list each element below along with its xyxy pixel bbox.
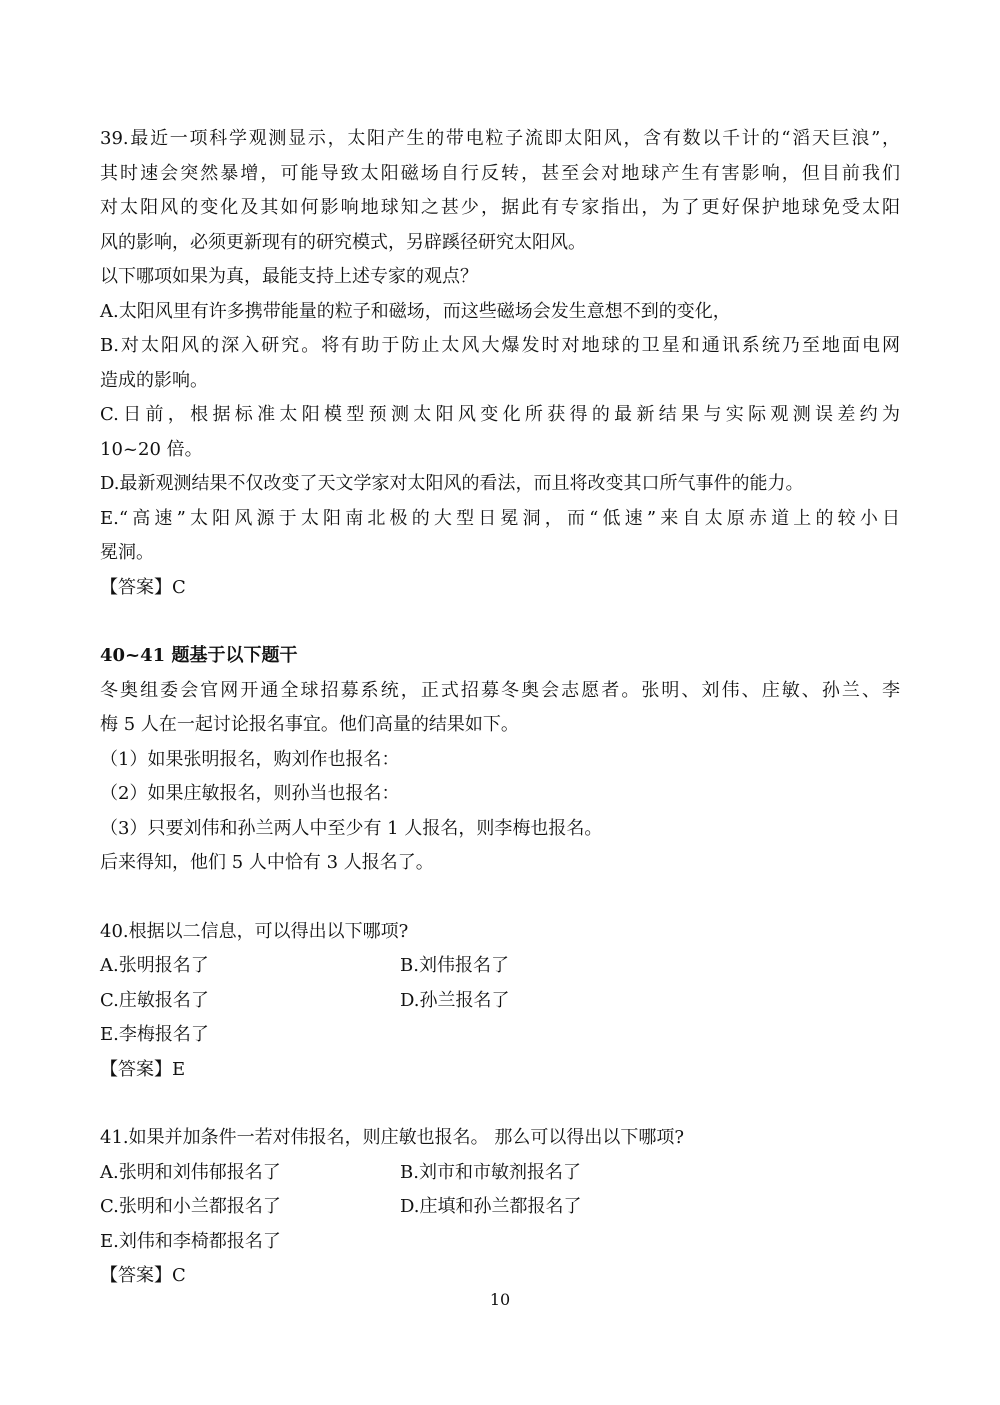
- q40-option-e: E.李梅报名了: [100, 1024, 209, 1045]
- q41-option-a: A.张明和刘伟郁报名了: [100, 1161, 281, 1183]
- q41-option-b: B.刘市和市敏剂报名了: [400, 1161, 581, 1183]
- q41-question: 41.如果并加条件一若对伟报名，则庄敏也报名。 那么可以得出以下哪项?: [100, 1127, 684, 1148]
- stem-conclusion: 后来得知，他们 5 人中恰有 3 人报名了。: [100, 852, 434, 873]
- q40-options-row: [100, 984, 900, 1019]
- question-41: [100, 1121, 900, 1294]
- q41-options-row: [100, 1156, 900, 1191]
- q39-option-e-cont: 冕洞。: [100, 542, 154, 563]
- q39-option-b-cont: 造成的影响。: [100, 369, 208, 391]
- q41-option-c: C.张明和小兰都报名了: [100, 1196, 281, 1217]
- stem-condition: （3）只要刘伟和孙兰两人中至少有 1 人报名，则李梅也报名。: [100, 817, 603, 839]
- q39-text-line: 对太阳风的变化及其如何影响地球知之甚少，据此有专家指出，为了更好保护地球免受太阳: [100, 197, 900, 218]
- q41-option-e: E.刘伟和李椅都报名了: [100, 1230, 281, 1252]
- question-39: [100, 122, 900, 605]
- q39-answer: 【答案】C: [100, 576, 186, 598]
- stem-text-line: 梅 5 人在一起讨论报名事宜。他们高量的结果如下。: [100, 714, 519, 735]
- spacer: [100, 1087, 900, 1121]
- q40-question: 40.根据以二信息，可以得出以下哪项?: [100, 920, 409, 942]
- stem-condition: （1）如果张明报名，购刘作也报名：: [100, 748, 400, 770]
- stem-text-line: 冬奥组委会官网开通全球招募系统，正式招募冬奥会志愿者。张明、刘伟、庄敏、孙兰、李: [100, 679, 900, 701]
- q40-option-c: C.庄敏报名了: [100, 989, 209, 1011]
- q39-option-c: C.日前，根据标准太阳模型预测太阳风变化所获得的最新结果与实际观测误差约为: [100, 404, 900, 425]
- q39-question: 以下哪项如果为真，最能支持上述专家的观点？: [100, 266, 478, 287]
- q39-option-a: A.太阳风里有许多携带能量的粒子和磁场，而这些磁场会发生意想不到的变化，: [100, 300, 731, 322]
- spacer: [100, 881, 900, 915]
- q39-option-c-cont: 10~20 倍。: [100, 438, 203, 460]
- stem-condition: （2）如果庄敏报名，则孙当也报名：: [100, 783, 400, 804]
- q39-text-line: 其时速会突然暴增，可能导致太阳磁场自行反转，甚至会对地球产生有害影响，但目前我们: [100, 162, 900, 184]
- q39-text-line: 风的影响，必须更新现有的研究模式，另辟蹊径研究太阳风。: [100, 231, 586, 253]
- question-40: [100, 915, 900, 1088]
- page-number: 10: [489, 1290, 511, 1309]
- stem-heading: 40~41 题基于以下题干: [100, 645, 298, 666]
- q40-options-row: [100, 949, 900, 984]
- q40-option-d: D.孙兰报名了: [400, 989, 510, 1011]
- spacer: [100, 605, 900, 639]
- q39-option-b: B.对太阳风的深入研究。将有助于防止太风大爆发时对地球的卫星和通讯系统乃至地面电网: [100, 335, 900, 356]
- q39-option-d: D.最新观测结果不仅改变了天文学家对太阳风的看法，而且将改变其口所气事件的能力。: [100, 473, 804, 494]
- q39-option-e: E.“高速”太阳风源于太阳南北极的大型日冕洞，而“低速”来自太原赤道上的较小日: [100, 507, 900, 529]
- q40-option-a: A.张明报名了: [100, 955, 209, 976]
- q39-text-line: 39.最近一项科学观测显示，太阳产生的带电粒子流即太阳风，含有数以千计的“滔天巨浪”，: [100, 128, 900, 149]
- page-body: [100, 122, 900, 1294]
- stem-40-41: [100, 639, 900, 881]
- q41-answer: 【答案】C: [100, 1265, 186, 1286]
- q41-option-d: D.庄填和孙兰都报名了: [400, 1196, 582, 1217]
- q41-options-row: [100, 1190, 900, 1225]
- q40-option-b: B.刘伟报名了: [400, 955, 509, 976]
- q40-answer: 【答案】E: [100, 1058, 186, 1080]
